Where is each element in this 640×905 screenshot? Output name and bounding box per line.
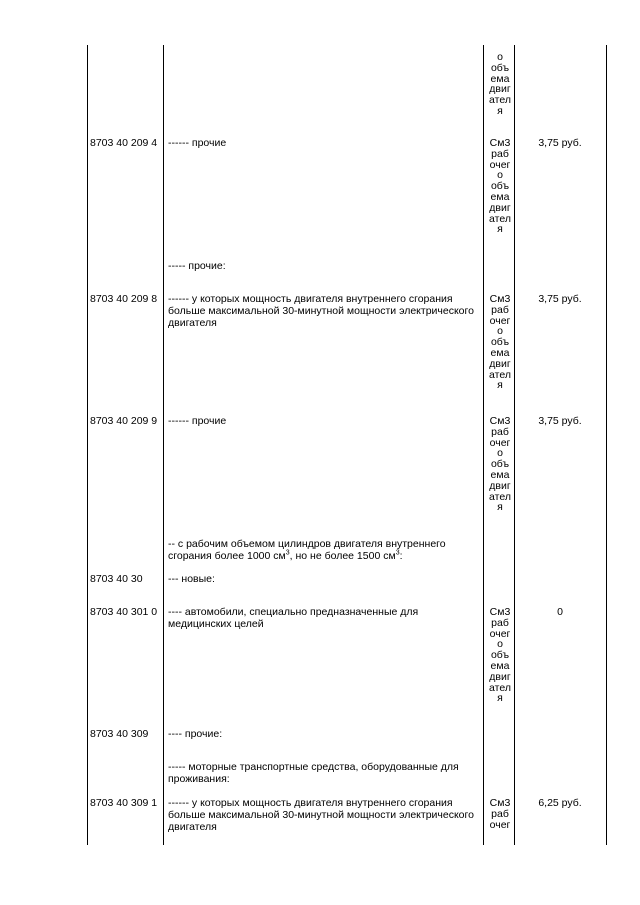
column-divider-code (163, 45, 164, 845)
description: ------ у которых мощность двигателя внутреннего сгорания больше максимальной 30-минутной мощности электрического двигателя (168, 293, 474, 329)
tariff-code: 8703 40 30 (90, 573, 143, 585)
tariff-code: 8703 40 209 8 (90, 293, 158, 305)
tariff-code: 8703 40 209 9 (90, 415, 158, 427)
rate-value: 3,75 руб. (538, 415, 582, 427)
description: --- новые: (168, 573, 215, 585)
description: ---- автомобили, специально предназначенные для медицинских целей (168, 606, 419, 630)
unit-cell: См3 раб очег о объ ема двиг ател я (489, 293, 511, 392)
unit-cell: См3 раб очег о объ ема двиг ател я (489, 137, 511, 236)
column-divider-description (483, 45, 484, 845)
tariff-code: 8703 40 209 4 (90, 137, 158, 149)
description: ----- моторные транспортные средства, оборудованные для проживания: (168, 761, 459, 785)
description: ---- прочие: (168, 728, 223, 740)
tariff-code: 8703 40 309 1 (90, 797, 158, 809)
rate-value: 6,25 руб. (538, 797, 582, 809)
rate-value: 0 (557, 606, 563, 618)
table-border-right (606, 45, 607, 845)
tariff-code: 8703 40 301 0 (90, 606, 158, 618)
rate-value: 3,75 руб. (538, 293, 582, 305)
description: -- с рабочим объемом цилиндров двигателя внутреннего сгорания более 1000 $см^3$, но не более 1500 $см^3$: (168, 538, 446, 562)
tariff-code: 8703 40 309 (90, 728, 149, 740)
unit-cell: См3 раб очег о объ ема двиг ател я (489, 606, 511, 705)
description: ------ прочие (168, 415, 227, 427)
description: ------ у которых мощность двигателя внутреннего сгорания больше максимальной 30-минутной мощности электрического двигателя (168, 797, 474, 833)
description: ------ прочие (168, 137, 227, 149)
description: ----- прочие: (168, 260, 226, 272)
unit-cell: См3 раб очег о объ ема двиг ател я (489, 415, 511, 514)
unit-cell: о объ ема двиг ател я (489, 51, 511, 117)
rate-value: 3,75 руб. (538, 137, 582, 149)
unit-cell: См3 раб очег (489, 797, 511, 831)
table-border-left (87, 45, 88, 845)
column-divider-unit (514, 45, 515, 845)
